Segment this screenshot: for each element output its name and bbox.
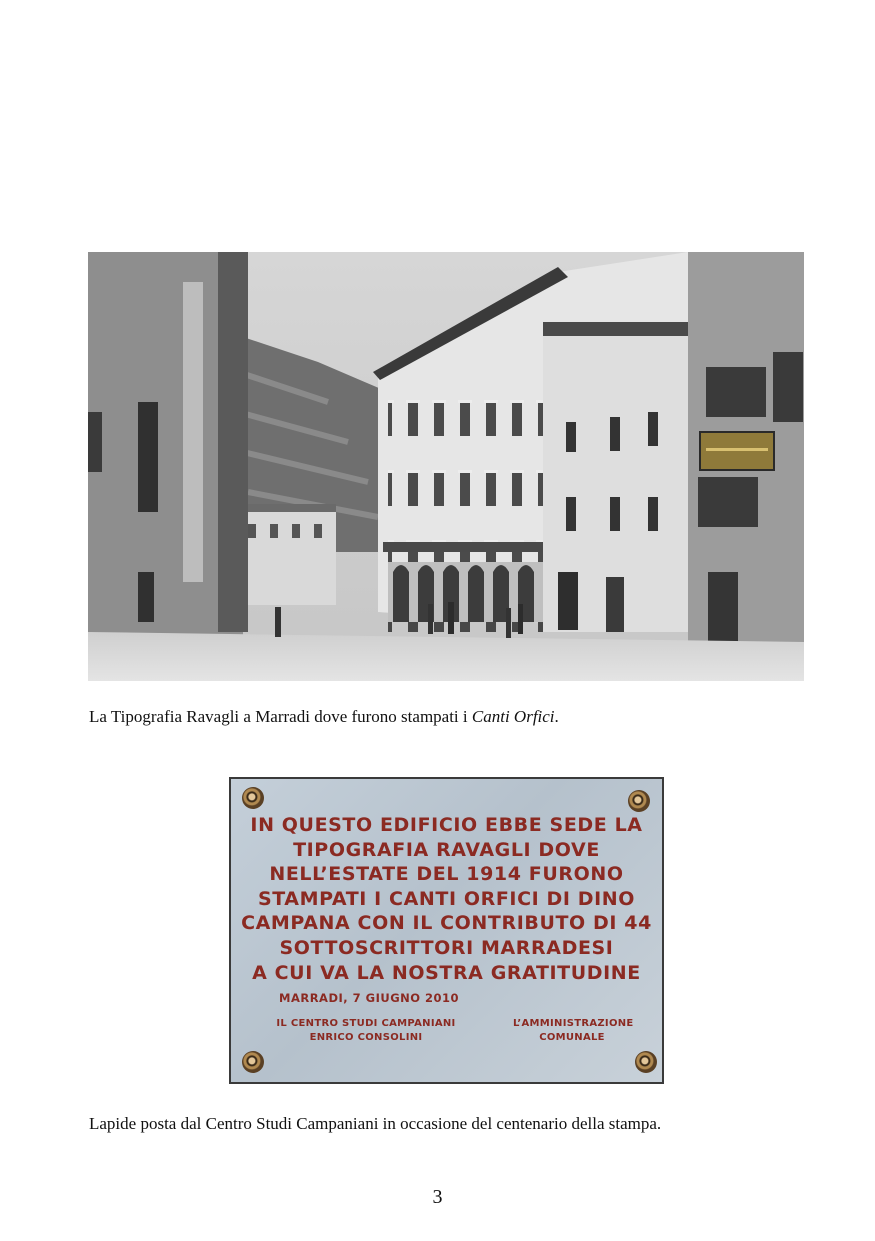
inscription-line: CAMPANA CON IL CONTRIBUTO DI 44: [241, 912, 652, 935]
inscription-line: STAMPATI I CANTI ORFICI DI DINO: [257, 887, 636, 910]
signature-line: ENRICO CONSOLINI: [309, 1032, 423, 1043]
inscription-line: A CUI VA LA NOSTRA GRATITUDINE: [252, 961, 641, 984]
plaque-date: MARRADI, 7 GIUGNO 2010: [279, 991, 460, 1005]
inscription-line: SOTTOSCRITTORI MARRADESI: [279, 936, 614, 959]
plaque-caption: Lapide posta dal Centro Studi Campaniani in occasione del centenario della stampa.: [89, 1114, 662, 1133]
bolt-icon: [242, 787, 264, 809]
page-number: 3: [432, 1186, 443, 1208]
inscription-line: IN QUESTO EDIFICIO EBBE SEDE LA: [250, 814, 643, 836]
signature-line: IL CENTRO STUDI CAMPANIANI: [276, 1018, 456, 1029]
caption-text: La Tipografia Ravagli a Marradi dove furono stampati i: [89, 707, 472, 726]
bolt-icon: [628, 790, 650, 812]
commemorative-plaque: [229, 777, 664, 1084]
inscription-line: NELL’ESTATE DEL 1914 FURONO: [269, 863, 624, 886]
historic-street-photo: [88, 252, 804, 681]
inscription-line: TIPOGRAFIA RAVAGLI DOVE: [293, 838, 600, 861]
bolt-icon: [635, 1051, 657, 1073]
photo-caption: [89, 707, 559, 727]
signature-line: L’AMMINISTRAZIONE: [513, 1018, 634, 1029]
plaque-inscription: [231, 813, 662, 985]
caption-punctuation: .: [554, 707, 559, 726]
caption-book-title: Canti Orfici: [471, 707, 555, 726]
plaque-signature-left: [271, 1017, 461, 1045]
bolt-icon: [242, 1051, 264, 1073]
plaque-signature-right: [513, 1017, 634, 1045]
signature-line: COMUNALE: [539, 1032, 605, 1043]
